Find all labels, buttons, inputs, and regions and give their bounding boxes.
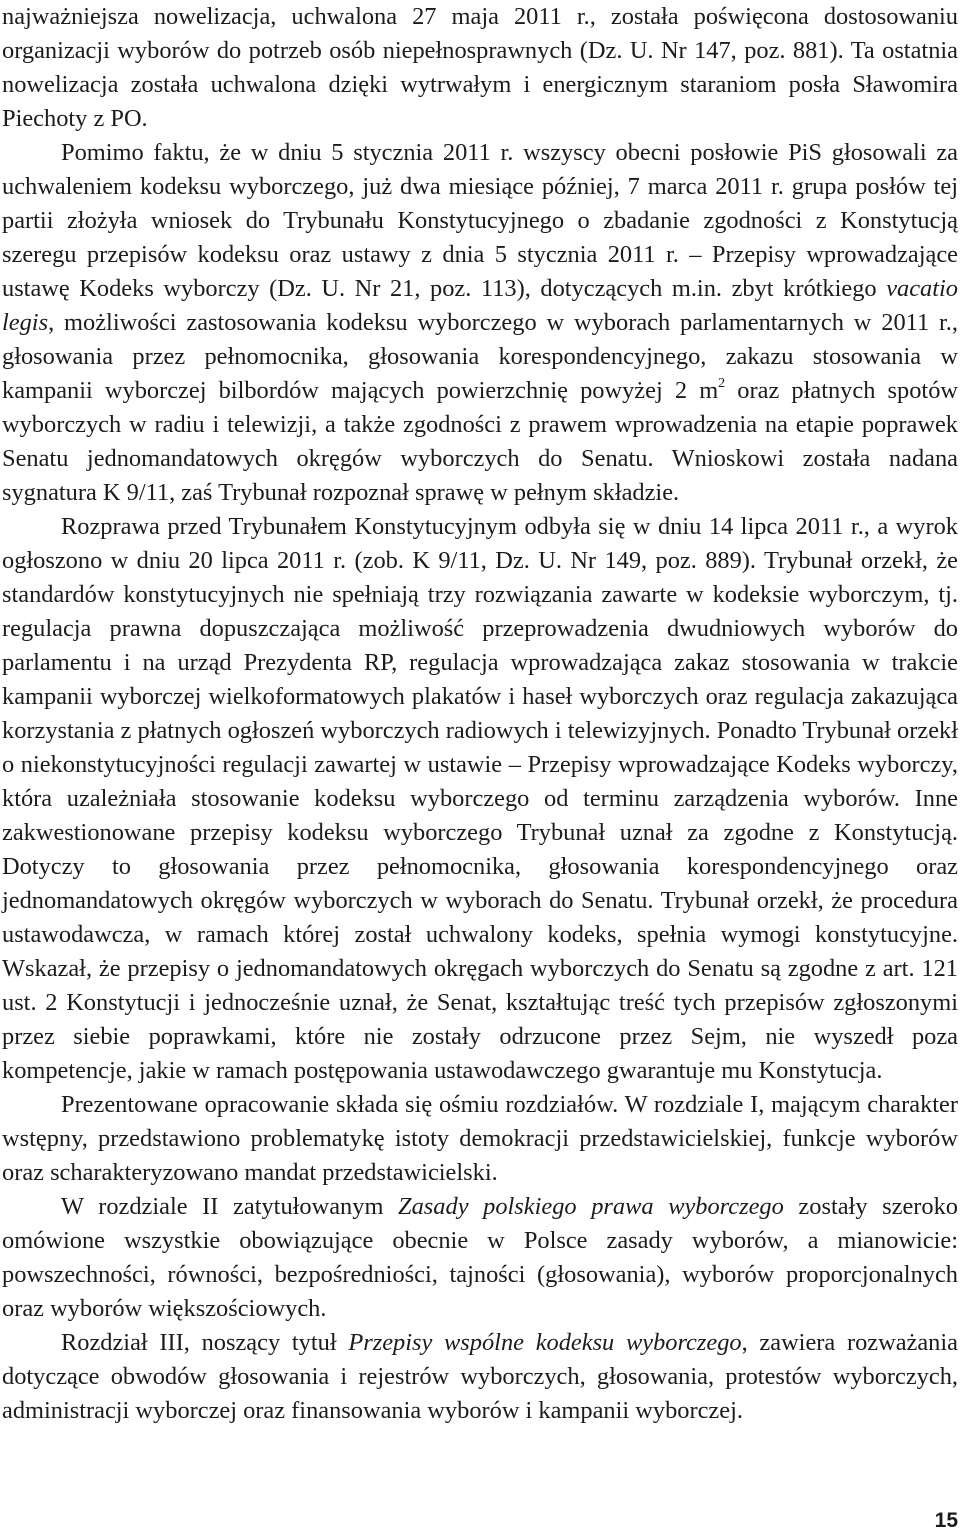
paragraph-chapter-three <box>2 1326 958 1428</box>
paragraph-text: Pomimo faktu, że w dniu 5 stycznia 2011 r. wszyscy obecni posłowie PiS głosowali za uchwaleniem kodeksu wyborczego, już dwa miesiące później, 7 marca 2011 r. grupa posłów tej partii złożyła wniosek do Trybunału Konstytucyjnego o zbadanie zgodności z Konstytucją szeregu przepisów kodeksu oraz ustawy z dnia 5 stycznia 2011 r. – Przepisy wprowadzające ustawę Kodeks wyborczy (Dz. U. Nr 21, poz. 113), dotyczących m.in. zbyt krótkiego <box>2 139 958 302</box>
italic-term: vacatio legis <box>2 275 958 336</box>
paragraph-chapter-two <box>2 1190 958 1326</box>
paragraph-tribunal-ruling <box>2 510 958 1088</box>
paragraph-chapter-overview <box>2 1088 958 1190</box>
italic-title: Zasady polskiego prawa wyborczego <box>398 1193 784 1220</box>
italic-title: Przepisy wspólne kodeksu wyborczego <box>348 1329 742 1356</box>
page-number: 15 <box>934 1509 958 1532</box>
paragraph-text: najważniejsza nowelizacja, uchwalona 27 maja 2011 r., została poświęcona dostosowaniu organizacji wyborów do potrzeb osób niepełnosprawnych (Dz. U. Nr 147, poz. 881). Ta ostatnia nowelizacja została uchwalona dzięki wytrwałym i energicznym staraniom posła Sławomira Piechoty z PO. <box>2 3 958 132</box>
paragraph-text: oraz płatnych spotów wyborczych w radiu i telewizji, a także zgodności z prawem wprowadzenia na etapie poprawek Senatu jednomandatowych okręgów wyborczych do Senatu. Wnioskowi została nadana sygnatura K 9/11, zaś Trybunał rozpoznał sprawę w pełnym składzie. <box>2 377 959 506</box>
paragraph-text: , zawiera rozważania dotyczące obwodów głosowania i rejestrów wyborczych, głosowania, protestów wyborczych, administracji wyborczej oraz finansowania wyborów i kampanii wyborczej. <box>2 1329 958 1424</box>
paragraph-constitutional-complaint <box>2 136 958 510</box>
paragraph-text: Rozprawa przed Trybunałem Konstytucyjnym odbyła się w dniu 14 lipca 2011 r., a wyrok ogłoszono w dniu 20 lipca 2011 r. (zob. K 9/11, Dz. U. Nr 149, poz. 889). Trybunał orzekł, że standardów konstytucyjnych nie spełniają trzy rozwiązania zawarte w kodeksie wyborczym, tj. regulacja prawna dopuszczająca możliwość przeprowadzenia dwudniowych wyborów do parlamentu i na urząd Prezydenta RP, regulacja wprowadzająca zakaz stosowania w trakcie kampanii wyborczej wielkoformatowych plakatów i haseł wyborczych oraz regulacja zakazująca korzystania z płatnych ogłoszeń wyborczych radiowych i telewizyjnych. Ponadto Trybunał orzekł o niekonstytucyjności regulacji zawartej w ustawie – Przepisy wprowadzające Kodeks wyborczy, która uzależniała stosowanie kodeksu wyborczego od terminu zarządzenia wyborów. Inne zakwestionowane przepisy kodeksu wyborczego Trybunał uznał za zgodne z Konstytucją. Dotyczy to głosowania przez pełnomocnika, głosowania korespondencyjnego oraz jednomandatowych okręgów wyborczych w wyborach do Senatu. Trybunał orzekł, że procedura ustawodawcza, w ramach której został uchwalony kodeks, spełnia wymogi konstytucyjne. Wskazał, że przepisy o jednomandatowych okręgach wyborczych do Senatu są zgodne z art. 121 ust. 2 Konstytucji i jednocześnie uznał, że Senat, kształtując treść tych przepisów zgłoszonymi przez siebie poprawkami, które nie zostały odrzucone przez Sejm, nie wyszedł poza kompetencje, jakie w ramach postępowania ustawodawczego gwarantuje mu Konstytucja. <box>2 513 958 1084</box>
paragraph-continuation <box>2 0 958 136</box>
paragraph-text: Rozdział III, noszący tytuł <box>61 1329 349 1356</box>
superscript: 2 <box>718 376 726 391</box>
paragraph-text: zostały szeroko omówione wszystkie obowiązujące obecnie w Polsce zasady wyborów, a mianowicie: powszechności, równości, bezpośredniości, tajności (głosowania), wyborów proporcjonalnych oraz wyborów większościowych. <box>2 1193 958 1322</box>
paragraph-text: Prezentowane opracowanie składa się ośmiu rozdziałów. W rozdziale I, mającym charakter wstępny, przedstawiono problematykę istoty demokracji przedstawicielskiej, funkcje wyborów oraz scharakteryzowano mandat przedstawicielski. <box>2 1091 958 1186</box>
document-body <box>2 0 958 1428</box>
paragraph-text: , możliwości zastosowania kodeksu wyborczego w wyborach parlamentarnych w 2011 r., głosowania przez pełnomocnika, głosowania korespondencyjnego, zakazu stosowania w kampanii wyborczej bilbordów mających powierzchnię powyżej 2 m <box>2 309 958 404</box>
paragraph-text: W rozdziale II zatytułowanym <box>61 1193 399 1220</box>
